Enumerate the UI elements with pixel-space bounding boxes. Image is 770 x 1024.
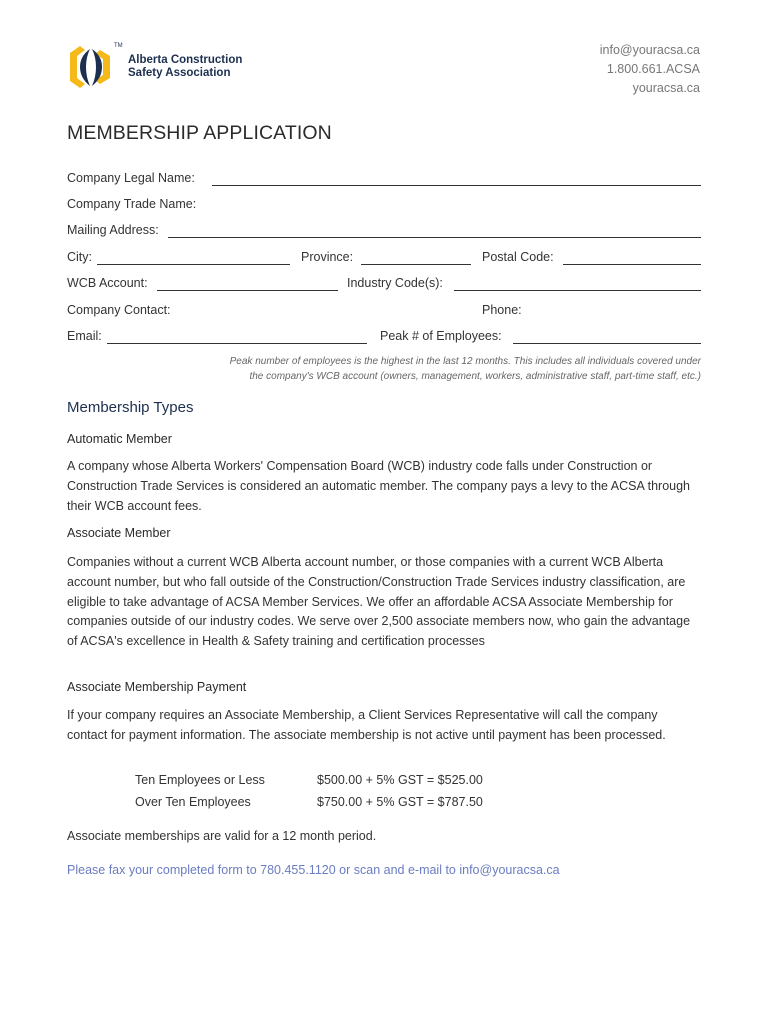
email-label: Email: — [67, 329, 102, 343]
form-row-city — [67, 250, 701, 268]
company-contact-label: Company Contact: — [67, 303, 171, 317]
form-row-contact — [67, 303, 701, 321]
associate-payment-heading: Associate Membership Payment — [67, 680, 247, 694]
city-label: City: — [67, 250, 92, 264]
payment-amount: $500.00 + 5% GST = $525.00 — [317, 773, 483, 787]
company-trade-name-label: Company Trade Name: — [67, 197, 197, 211]
payment-amount: $750.00 + 5% GST = $787.50 — [317, 795, 483, 809]
city-field[interactable] — [97, 264, 290, 265]
fax-instructions[interactable]: Please fax your completed form to 780.455.1120 or scan and e-mail to info@youracsa.ca — [67, 863, 560, 877]
contact-block — [600, 41, 700, 98]
wcb-account-field[interactable] — [157, 290, 338, 291]
associate-member-heading: Associate Member — [67, 526, 171, 540]
validity-note: Associate memberships are valid for a 12 month period. — [67, 829, 377, 843]
logo-line-1: Alberta Construction — [128, 54, 243, 66]
peak-employees-field[interactable] — [513, 343, 701, 344]
payment-table — [135, 773, 515, 817]
peak-employees-label: Peak # of Employees: — [380, 329, 502, 343]
form-row-mailing-address — [67, 223, 701, 241]
note-line-1: Peak number of employees is the highest in the last 12 months. This includes all individuals covered under — [229, 356, 701, 367]
postal-code-field[interactable] — [563, 264, 701, 265]
postal-code-label: Postal Code: — [482, 250, 554, 264]
contact-email[interactable]: info@youracsa.ca — [599, 43, 700, 57]
form-row-email — [67, 329, 701, 347]
peak-employees-note — [181, 354, 701, 384]
page-title: MEMBERSHIP APPLICATION — [67, 122, 332, 144]
mailing-address-label: Mailing Address: — [67, 223, 159, 237]
acsa-logo — [66, 44, 256, 94]
payment-category: Over Ten Employees — [135, 795, 251, 809]
contact-phone: 1.800.661.ACSA — [606, 62, 700, 76]
payment-row — [135, 795, 515, 817]
province-label: Province: — [301, 250, 354, 264]
form-row-wcb — [67, 276, 701, 294]
note-line-2: the company's WCB account (owners, management, workers, administrative staff, part-time staff, etc.) — [249, 371, 701, 382]
industry-codes-field[interactable] — [454, 290, 701, 291]
payment-category: Ten Employees or Less — [135, 773, 265, 787]
form-row-trade-name — [67, 197, 701, 215]
wcb-account-label: WCB Account: — [67, 276, 148, 290]
payment-row — [135, 773, 515, 795]
associate-member-text: Companies without a current WCB Alberta account number, or those companies with a current WCB Alberta account number, but who fall outside of the Construction/Construction Trade Services industry classification, are eligible to take advantage of ACSA Member Services. We offer an affordable ACSA Associate Membership for companies outside of our industry codes. We serve over 2,500 associate members now, who gain the advantage of ACSA's excellence in Health & Safety training and certification processes — [67, 555, 691, 649]
logo-wordmark — [128, 54, 242, 80]
form-row-legal-name — [67, 171, 701, 189]
membership-types-heading: Membership Types — [67, 399, 194, 416]
company-legal-name-field[interactable] — [212, 185, 701, 186]
phone-label: Phone: — [482, 303, 522, 317]
mailing-address-field[interactable] — [168, 237, 701, 238]
company-legal-name-label: Company Legal Name: — [67, 171, 195, 185]
industry-codes-label: Industry Code(s): — [347, 276, 443, 290]
automatic-member-text: A company whose Alberta Workers' Compensation Board (WCB) industry code falls under Construction or Construction Trade Services is considered an automatic member. The company pays a levy to the ACSA through their WCB account fees. — [67, 459, 691, 513]
logo-line-2: Safety Association — [128, 67, 231, 79]
trademark-symbol: TM — [114, 43, 123, 49]
automatic-member-heading: Automatic Member — [67, 432, 172, 446]
acsa-logo-mark-icon — [66, 44, 116, 94]
province-field[interactable] — [361, 264, 471, 265]
associate-payment-text: If your company requires an Associate Membership, a Client Services Representative will call the company contact for payment information. The associate membership is not active until payment has been processed. — [67, 708, 666, 742]
email-field[interactable] — [107, 343, 367, 344]
contact-website[interactable]: youracsa.ca — [632, 81, 700, 95]
